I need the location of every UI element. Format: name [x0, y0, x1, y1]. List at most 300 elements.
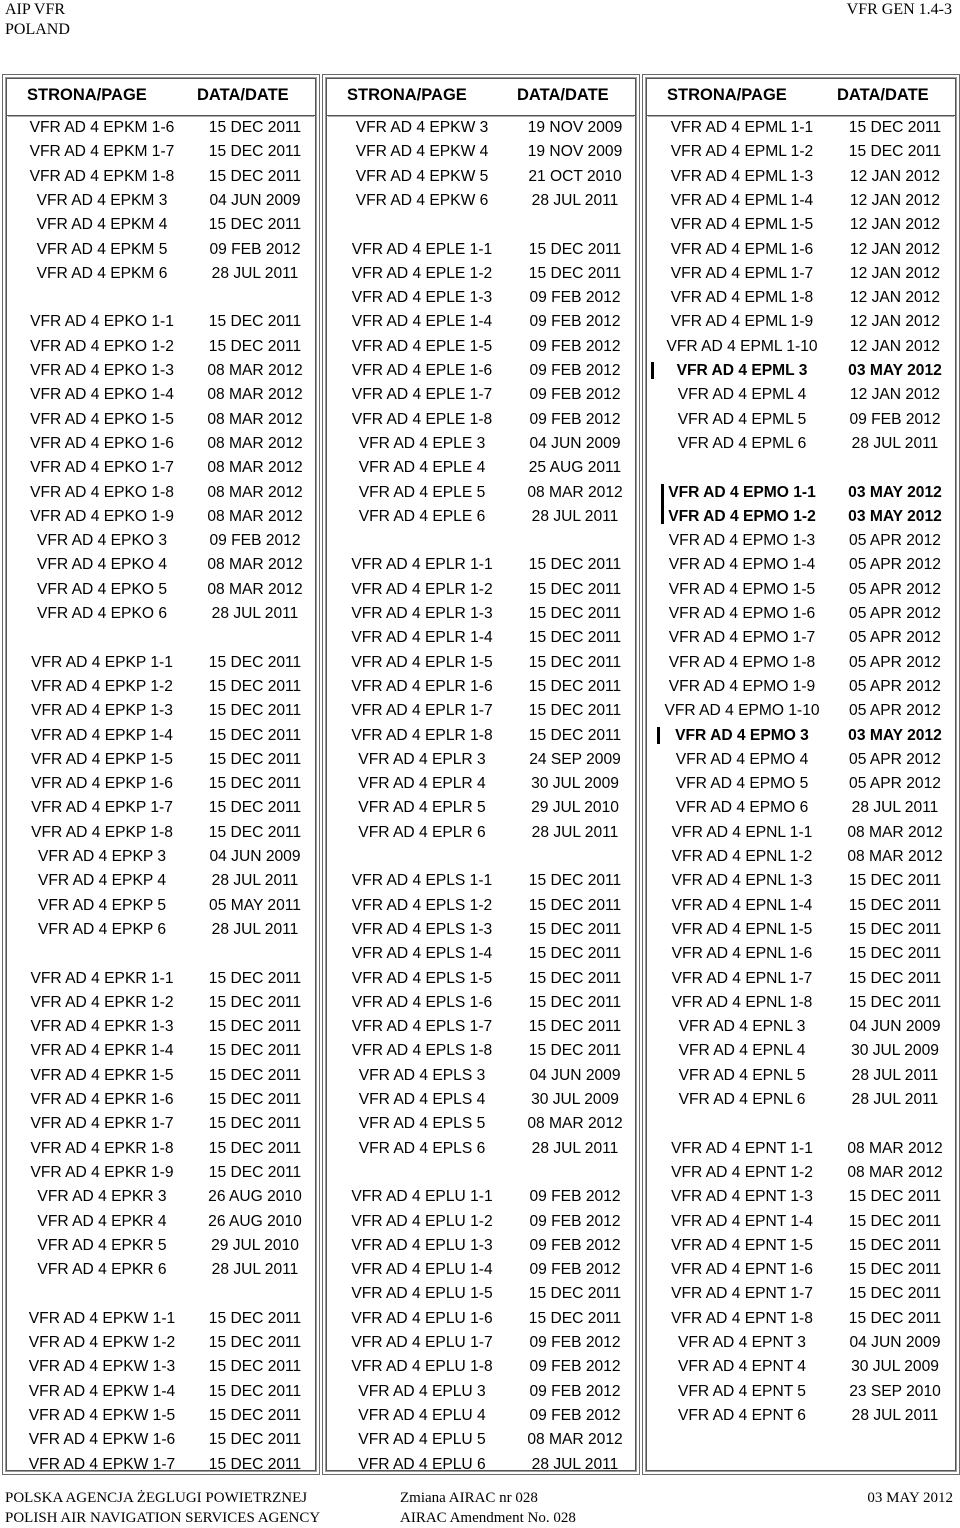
table-row — [647, 115, 955, 139]
table-row — [647, 188, 955, 212]
table-row — [327, 1136, 635, 1160]
page-reference: VFR AD 4 EPLR 1-7 — [351, 702, 493, 720]
effective-date: 15 DEC 2011 — [208, 1115, 302, 1133]
page-reference: VFR AD 4 EPML 6 — [677, 434, 807, 452]
effective-date: 30 JUL 2009 — [531, 1091, 619, 1108]
table-row — [327, 1354, 635, 1378]
table-row — [327, 771, 635, 795]
table-row — [327, 480, 635, 504]
page-reference: VFR AD 4 EPLU 3 — [358, 1382, 486, 1400]
page-reference: VFR AD 4 EPMO 6 — [675, 799, 809, 817]
page-reference: VFR AD 4 EPLS 1-3 — [351, 920, 493, 938]
effective-date: 19 NOV 2009 — [527, 119, 623, 136]
page-reference: VFR AD 4 EPLU 6 — [358, 1455, 486, 1473]
effective-date: 04 JUN 2009 — [209, 848, 301, 865]
table-row — [7, 1136, 315, 1160]
effective-date: 03 MAY 2012 — [848, 507, 942, 525]
amendment-pl: Zmiana AIRAC nr 028 — [400, 1490, 538, 1506]
page-reference: VFR AD 4 EPMO 1-3 — [668, 532, 816, 550]
page-reference: VFR AD 4 EPNL 1-4 — [671, 896, 813, 914]
page-reference: VFR AD 4 EPKR 3 — [37, 1188, 167, 1206]
effective-date: 15 DEC 2011 — [848, 143, 942, 161]
page-reference: VFR AD 4 EPKP 5 — [38, 896, 166, 914]
effective-date: 05 APR 2012 — [849, 702, 941, 720]
page-reference: VFR AD 4 EPNL 4 — [678, 1042, 806, 1060]
page-reference: VFR AD 4 EPNL 1-2 — [671, 848, 813, 865]
column-header — [7, 79, 315, 116]
page-reference: VFR AD 4 EPKP 1-2 — [31, 677, 173, 695]
page-reference: VFR AD 4 EPKR 5 — [37, 1236, 167, 1254]
page-reference: VFR AD 4 EPLS 5 — [358, 1115, 486, 1133]
table-row — [647, 577, 955, 601]
table-row — [647, 1354, 955, 1378]
effective-date: 15 DEC 2011 — [208, 726, 302, 744]
page-reference: VFR AD 4 EPLE 4 — [358, 459, 486, 477]
table-row — [327, 893, 635, 917]
page-reference: VFR AD 4 EPNT 6 — [678, 1406, 806, 1424]
table-row — [327, 625, 635, 649]
effective-date: 15 DEC 2011 — [848, 1309, 942, 1327]
table-row-spacer — [7, 285, 315, 309]
table-row — [327, 1014, 635, 1038]
table-row — [647, 747, 955, 771]
effective-date: 15 DEC 2011 — [528, 1309, 622, 1327]
table-row — [7, 1427, 315, 1451]
effective-date: 04 JUN 2009 — [849, 1334, 941, 1351]
effective-date: 15 DEC 2011 — [208, 1018, 302, 1036]
page-reference: VFR AD 4 EPKW 1-1 — [28, 1309, 176, 1327]
effective-date: 28 JUL 2011 — [211, 605, 299, 622]
footer-amendment — [400, 1488, 576, 1528]
table-row — [7, 1209, 315, 1233]
effective-date: 28 JUL 2011 — [851, 434, 939, 452]
page-reference: VFR AD 4 EPMO 1-2 — [668, 507, 816, 525]
effective-date: 15 DEC 2011 — [208, 823, 302, 841]
page-reference: VFR AD 4 EPKP 1-6 — [31, 775, 173, 793]
table-row — [7, 966, 315, 990]
effective-date: 08 MAR 2012 — [527, 1431, 623, 1449]
effective-date: 04 JUN 2009 — [849, 1018, 941, 1036]
table-row — [327, 237, 635, 261]
table-row-spacer — [647, 1111, 955, 1135]
effective-date: 15 DEC 2011 — [208, 216, 302, 234]
page-reference: VFR AD 4 EPKW 6 — [355, 191, 489, 209]
effective-date: 28 JUL 2011 — [851, 1406, 939, 1424]
page-reference: VFR AD 4 EPLE 1-6 — [351, 362, 493, 379]
table-row — [7, 480, 315, 504]
page-reference: VFR AD 4 EPLS 4 — [358, 1091, 486, 1108]
table-row — [7, 237, 315, 261]
table-row — [647, 480, 955, 504]
table-row — [7, 674, 315, 698]
effective-date: 15 DEC 2011 — [528, 264, 622, 282]
page-reference: VFR AD 4 EPLU 1-3 — [351, 1236, 493, 1254]
publication-title: AIP VFR — [5, 1, 66, 18]
page-reference: VFR AD 4 EPKP 1-7 — [31, 799, 173, 817]
table-row — [647, 407, 955, 431]
effective-date: 15 DEC 2011 — [848, 1236, 942, 1254]
table-row — [647, 334, 955, 358]
effective-date: 15 DEC 2011 — [208, 1066, 302, 1084]
effective-date: 09 FEB 2012 — [209, 240, 301, 258]
page-reference: VFR AD 4 EPNL 1-1 — [671, 823, 813, 841]
table-row — [327, 1233, 635, 1257]
page-reference: VFR AD 4 EPNT 3 — [678, 1334, 806, 1351]
table-row — [327, 309, 635, 333]
table-row — [327, 1306, 635, 1330]
effective-date: 09 FEB 2012 — [529, 1334, 621, 1351]
page-reference: VFR AD 4 EPKP 6 — [38, 920, 166, 938]
page-reference: VFR AD 4 EPML 1-5 — [670, 216, 814, 234]
table-row — [327, 504, 635, 528]
effective-date: 09 FEB 2012 — [529, 1212, 621, 1230]
page-reference: VFR AD 4 EPLE 1-4 — [351, 313, 493, 331]
effective-date: 08 MAR 2012 — [207, 434, 303, 452]
page-reference: VFR AD 4 EPKO 5 — [37, 580, 167, 598]
table-row — [327, 941, 635, 965]
table-row — [7, 358, 315, 382]
table-row — [7, 1452, 315, 1476]
table-row — [7, 1306, 315, 1330]
header-date: DATA/DATE — [837, 86, 929, 104]
table-row — [327, 868, 635, 892]
table-row — [327, 698, 635, 722]
page-reference: VFR AD 4 EPLR 1-5 — [351, 653, 493, 671]
effective-date: 09 FEB 2012 — [529, 1236, 621, 1254]
table-row — [7, 261, 315, 285]
effective-date: 15 DEC 2011 — [208, 1406, 302, 1424]
table-row — [647, 139, 955, 163]
page-reference: VFR AD 4 EPLE 1-3 — [351, 289, 493, 307]
table-row — [7, 431, 315, 455]
table-row — [327, 601, 635, 625]
page-reference: VFR AD 4 EPLS 1-2 — [351, 896, 493, 914]
table-row — [647, 941, 955, 965]
table-row — [327, 1063, 635, 1087]
agency-name-pl: POLSKA AGENCJA ŻEGLUGI POWIETRZNEJ — [5, 1490, 308, 1506]
table-row — [647, 504, 955, 528]
effective-date: 08 MAR 2012 — [207, 362, 303, 379]
page-reference: VFR AD 4 EPKR 1-6 — [30, 1091, 174, 1108]
table-row — [647, 723, 955, 747]
effective-date: 29 JUL 2010 — [211, 1236, 299, 1254]
table-row — [7, 1063, 315, 1087]
page-reference: VFR AD 4 EPNL 1-3 — [671, 872, 813, 890]
page-reference: VFR AD 4 EPKW 1-6 — [28, 1431, 176, 1449]
table-row — [327, 285, 635, 309]
table-row — [7, 771, 315, 795]
table-row — [7, 650, 315, 674]
table-row — [7, 528, 315, 552]
column-header — [647, 79, 955, 116]
page-reference: VFR AD 4 EPKO 1-3 — [30, 362, 174, 379]
table-row — [7, 1014, 315, 1038]
table-row — [7, 723, 315, 747]
page-reference: VFR AD 4 EPKW 4 — [355, 143, 489, 161]
table-row — [647, 795, 955, 819]
effective-date: 09 FEB 2012 — [849, 410, 941, 428]
table-row — [7, 844, 315, 868]
page-reference: VFR AD 4 EPKO 1-5 — [30, 410, 174, 428]
table-row-spacer — [327, 1160, 635, 1184]
effective-date: 21 OCT 2010 — [528, 167, 622, 185]
table-row — [327, 1379, 635, 1403]
effective-date: 09 FEB 2012 — [529, 362, 621, 379]
effective-date: 28 JUL 2011 — [851, 799, 939, 817]
effective-date: 15 DEC 2011 — [528, 1042, 622, 1060]
effective-date: 04 JUN 2009 — [209, 191, 301, 209]
table-row — [647, 212, 955, 236]
page-reference: VFR AD 4 EPLU 1-2 — [351, 1212, 493, 1230]
effective-date: 15 DEC 2011 — [208, 1455, 302, 1473]
effective-date: 15 DEC 2011 — [528, 896, 622, 914]
effective-date: 28 JUL 2011 — [211, 872, 299, 890]
page-reference: VFR AD 4 EPLU 1-7 — [351, 1334, 493, 1351]
page-reference: VFR AD 4 EPKO 6 — [37, 605, 167, 622]
page-reference: VFR AD 4 EPKO 1-2 — [30, 337, 174, 355]
page-reference: VFR AD 4 EPLR 4 — [358, 775, 486, 793]
effective-date: 08 MAR 2012 — [847, 848, 943, 865]
page-reference: VFR AD 4 EPML 1-4 — [670, 191, 814, 209]
page-reference: VFR AD 4 EPMO 5 — [675, 775, 809, 793]
table-row — [327, 723, 635, 747]
table-row — [647, 382, 955, 406]
effective-date: 12 JAN 2012 — [849, 386, 941, 404]
page-reference: VFR AD 4 EPML 1-10 — [666, 337, 818, 355]
effective-date: 08 MAR 2012 — [207, 483, 303, 501]
page-reference: VFR AD 4 EPNT 1-4 — [671, 1212, 813, 1230]
page-reference: VFR AD 4 EPLU 1-4 — [351, 1261, 493, 1279]
table-row — [647, 237, 955, 261]
page-reference: VFR AD 4 EPLU 4 — [358, 1406, 486, 1424]
page-reference: VFR AD 4 EPKO 1-6 — [30, 434, 174, 452]
table-row — [327, 188, 635, 212]
table-row — [327, 407, 635, 431]
effective-date: 15 DEC 2011 — [528, 969, 622, 987]
page-reference: VFR AD 4 EPKM 6 — [36, 264, 168, 282]
page-reference: VFR AD 4 EPKW 5 — [355, 167, 489, 185]
effective-date: 28 JUL 2011 — [211, 1261, 299, 1279]
effective-date: 08 MAR 2012 — [847, 823, 943, 841]
effective-date: 15 DEC 2011 — [848, 969, 942, 987]
effective-date: 15 DEC 2011 — [208, 313, 302, 331]
effective-date: 15 DEC 2011 — [528, 580, 622, 598]
effective-date: 08 MAR 2012 — [847, 1139, 943, 1157]
page-reference: VFR AD 4 EPNL 5 — [678, 1066, 806, 1084]
effective-date: 09 FEB 2012 — [529, 1188, 621, 1206]
table-row — [327, 1452, 635, 1476]
table-row — [327, 650, 635, 674]
table-row — [647, 1184, 955, 1208]
table-row — [7, 1184, 315, 1208]
effective-date: 15 DEC 2011 — [848, 945, 942, 963]
page-reference: VFR AD 4 EPML 1-8 — [670, 289, 814, 307]
effective-date: 09 FEB 2012 — [529, 410, 621, 428]
page-reference: VFR AD 4 EPKM 1-8 — [29, 167, 175, 185]
page-reference: VFR AD 4 EPNT 1-3 — [671, 1188, 813, 1206]
effective-date: 08 MAR 2012 — [207, 556, 303, 574]
effective-date: 09 FEB 2012 — [529, 1406, 621, 1424]
amendment-en: AIRAC Amendment No. 028 — [400, 1510, 576, 1526]
effective-date: 09 FEB 2012 — [529, 337, 621, 355]
effective-date: 30 JUL 2009 — [531, 775, 619, 793]
table-row — [7, 139, 315, 163]
table-row — [647, 1233, 955, 1257]
page-reference: VFR AD 4 EPLR 1-1 — [351, 556, 493, 574]
effective-date: 05 APR 2012 — [849, 653, 941, 671]
page-reference: VFR AD 4 EPKM 4 — [36, 216, 168, 234]
effective-date: 30 JUL 2009 — [851, 1358, 939, 1376]
effective-date: 15 DEC 2011 — [208, 1309, 302, 1327]
table-row — [647, 1038, 955, 1062]
table-row — [647, 358, 955, 382]
page-reference: VFR AD 4 EPKR 1-4 — [30, 1042, 174, 1060]
table-row — [647, 261, 955, 285]
effective-date: 12 JAN 2012 — [849, 191, 941, 209]
effective-date: 15 DEC 2011 — [528, 240, 622, 258]
table-row — [327, 552, 635, 576]
table-row — [327, 820, 635, 844]
effective-date: 15 DEC 2011 — [528, 945, 622, 963]
table-row — [647, 1257, 955, 1281]
effective-date: 09 FEB 2012 — [529, 386, 621, 404]
effective-date: 15 DEC 2011 — [208, 167, 302, 185]
effective-date: 15 DEC 2011 — [208, 677, 302, 695]
table-row-spacer — [7, 625, 315, 649]
table-row — [7, 382, 315, 406]
page-reference: VFR AD 4 EPLS 1-7 — [351, 1018, 493, 1036]
table-row — [647, 893, 955, 917]
effective-date: 05 APR 2012 — [849, 580, 941, 598]
page-reference: VFR AD 4 EPML 4 — [677, 386, 807, 404]
table-row — [7, 455, 315, 479]
table-row — [327, 674, 635, 698]
page-reference: VFR AD 4 EPKO 1-4 — [30, 386, 174, 404]
table-row — [7, 309, 315, 333]
effective-date: 15 DEC 2011 — [208, 653, 302, 671]
table-row — [7, 601, 315, 625]
effective-date: 05 APR 2012 — [849, 605, 941, 622]
effective-date: 05 APR 2012 — [849, 750, 941, 768]
page-reference: VFR AD 4 EPKO 3 — [37, 532, 167, 550]
effective-date: 03 MAY 2012 — [848, 483, 942, 501]
effective-date: 09 FEB 2012 — [529, 1261, 621, 1279]
page-reference: VFR AD 4 EPKW 1-4 — [28, 1382, 176, 1400]
effective-date: 26 AUG 2010 — [208, 1188, 302, 1206]
effective-date: 08 MAR 2012 — [207, 386, 303, 404]
header-page: STRONA/PAGE — [667, 86, 787, 104]
page-reference: VFR AD 4 EPLE 1-5 — [351, 337, 493, 355]
table-row — [647, 309, 955, 333]
table-row-spacer — [327, 212, 635, 236]
effective-date: 28 JUL 2011 — [531, 1455, 619, 1473]
page-reference: VFR AD 4 EPKR 1-8 — [30, 1139, 174, 1157]
page-reference: VFR AD 4 EPKP 1-8 — [31, 823, 173, 841]
page-reference: VFR AD 4 EPLR 1-2 — [351, 580, 493, 598]
page-reference: VFR AD 4 EPML 1-9 — [670, 313, 814, 331]
effective-date: 28 JUL 2011 — [531, 507, 619, 525]
table-row — [7, 1257, 315, 1281]
page-reference: VFR AD 4 EPKW 1-2 — [28, 1334, 176, 1351]
table-row — [7, 820, 315, 844]
table-row — [7, 1111, 315, 1135]
table-row — [7, 1379, 315, 1403]
country-name: POLAND — [5, 21, 70, 38]
page-reference: VFR AD 4 EPLR 5 — [358, 799, 486, 817]
effective-date: 15 DEC 2011 — [848, 896, 942, 914]
page-reference: VFR AD 4 EPKR 1-5 — [30, 1066, 174, 1084]
effective-date: 08 MAR 2012 — [207, 459, 303, 477]
amendment-change-bar — [657, 727, 660, 744]
page-number: VFR GEN 1.4-3 — [846, 1, 952, 18]
effective-date: 19 NOV 2009 — [527, 143, 623, 161]
table-row — [7, 1233, 315, 1257]
effective-date: 28 JUL 2011 — [851, 1091, 939, 1108]
effective-date: 15 DEC 2011 — [848, 119, 942, 136]
amendment-change-bar — [661, 484, 664, 524]
page-reference: VFR AD 4 EPKR 1-2 — [30, 993, 174, 1011]
effective-date: 28 JUL 2011 — [531, 823, 619, 841]
page-reference: VFR AD 4 EPKO 1-8 — [30, 483, 174, 501]
table-row — [7, 795, 315, 819]
page-reference: VFR AD 4 EPLE 1-8 — [351, 410, 493, 428]
table-row — [647, 771, 955, 795]
column-header — [327, 79, 635, 116]
table-row — [327, 1209, 635, 1233]
effective-date: 25 AUG 2011 — [528, 459, 622, 477]
page-reference: VFR AD 4 EPNL 1-6 — [671, 945, 813, 963]
table-row — [327, 747, 635, 771]
page-reference: VFR AD 4 EPKW 1-3 — [28, 1358, 176, 1376]
page-reference: VFR AD 4 EPLS 1-1 — [351, 872, 493, 890]
table-row — [647, 1087, 955, 1111]
page-reference: VFR AD 4 EPMO 4 — [675, 750, 809, 768]
effective-date: 15 DEC 2011 — [208, 143, 302, 161]
table-row — [647, 164, 955, 188]
table-row — [647, 285, 955, 309]
page-reference: VFR AD 4 EPLU 5 — [358, 1431, 486, 1449]
page-reference: VFR AD 4 EPMO 1-6 — [668, 605, 816, 622]
effective-date: 15 DEC 2011 — [208, 1163, 302, 1181]
page-reference: VFR AD 4 EPLS 1-8 — [351, 1042, 493, 1060]
effective-date: 15 DEC 2011 — [208, 1139, 302, 1157]
effective-date: 12 JAN 2012 — [849, 167, 941, 185]
effective-date: 15 DEC 2011 — [528, 1285, 622, 1303]
table-row — [327, 358, 635, 382]
effective-date: 12 JAN 2012 — [849, 240, 941, 258]
effective-date: 15 DEC 2011 — [528, 677, 622, 695]
page-reference: VFR AD 4 EPKR 6 — [37, 1261, 167, 1279]
page-reference: VFR AD 4 EPLS 3 — [358, 1066, 486, 1084]
page-reference: VFR AD 4 EPKW 1-5 — [28, 1406, 176, 1424]
page-reference: VFR AD 4 EPNT 1-7 — [671, 1285, 813, 1303]
table-row — [7, 212, 315, 236]
effective-date: 08 MAR 2012 — [527, 483, 623, 501]
page-reference: VFR AD 4 EPML 1-3 — [670, 167, 814, 185]
header-date: DATA/DATE — [517, 86, 609, 104]
table-row — [327, 334, 635, 358]
page-reference: VFR AD 4 EPML 1-2 — [670, 143, 814, 161]
table-row — [647, 698, 955, 722]
table-row — [327, 164, 635, 188]
effective-date: 15 DEC 2011 — [208, 1091, 302, 1108]
effective-date: 15 DEC 2011 — [208, 1334, 302, 1351]
table-row — [7, 1354, 315, 1378]
page-reference: VFR AD 4 EPML 3 — [676, 362, 808, 379]
page-reference: VFR AD 4 EPLS 1-5 — [351, 969, 493, 987]
effective-date: 29 JUL 2010 — [531, 799, 619, 817]
effective-date: 15 DEC 2011 — [528, 1018, 622, 1036]
